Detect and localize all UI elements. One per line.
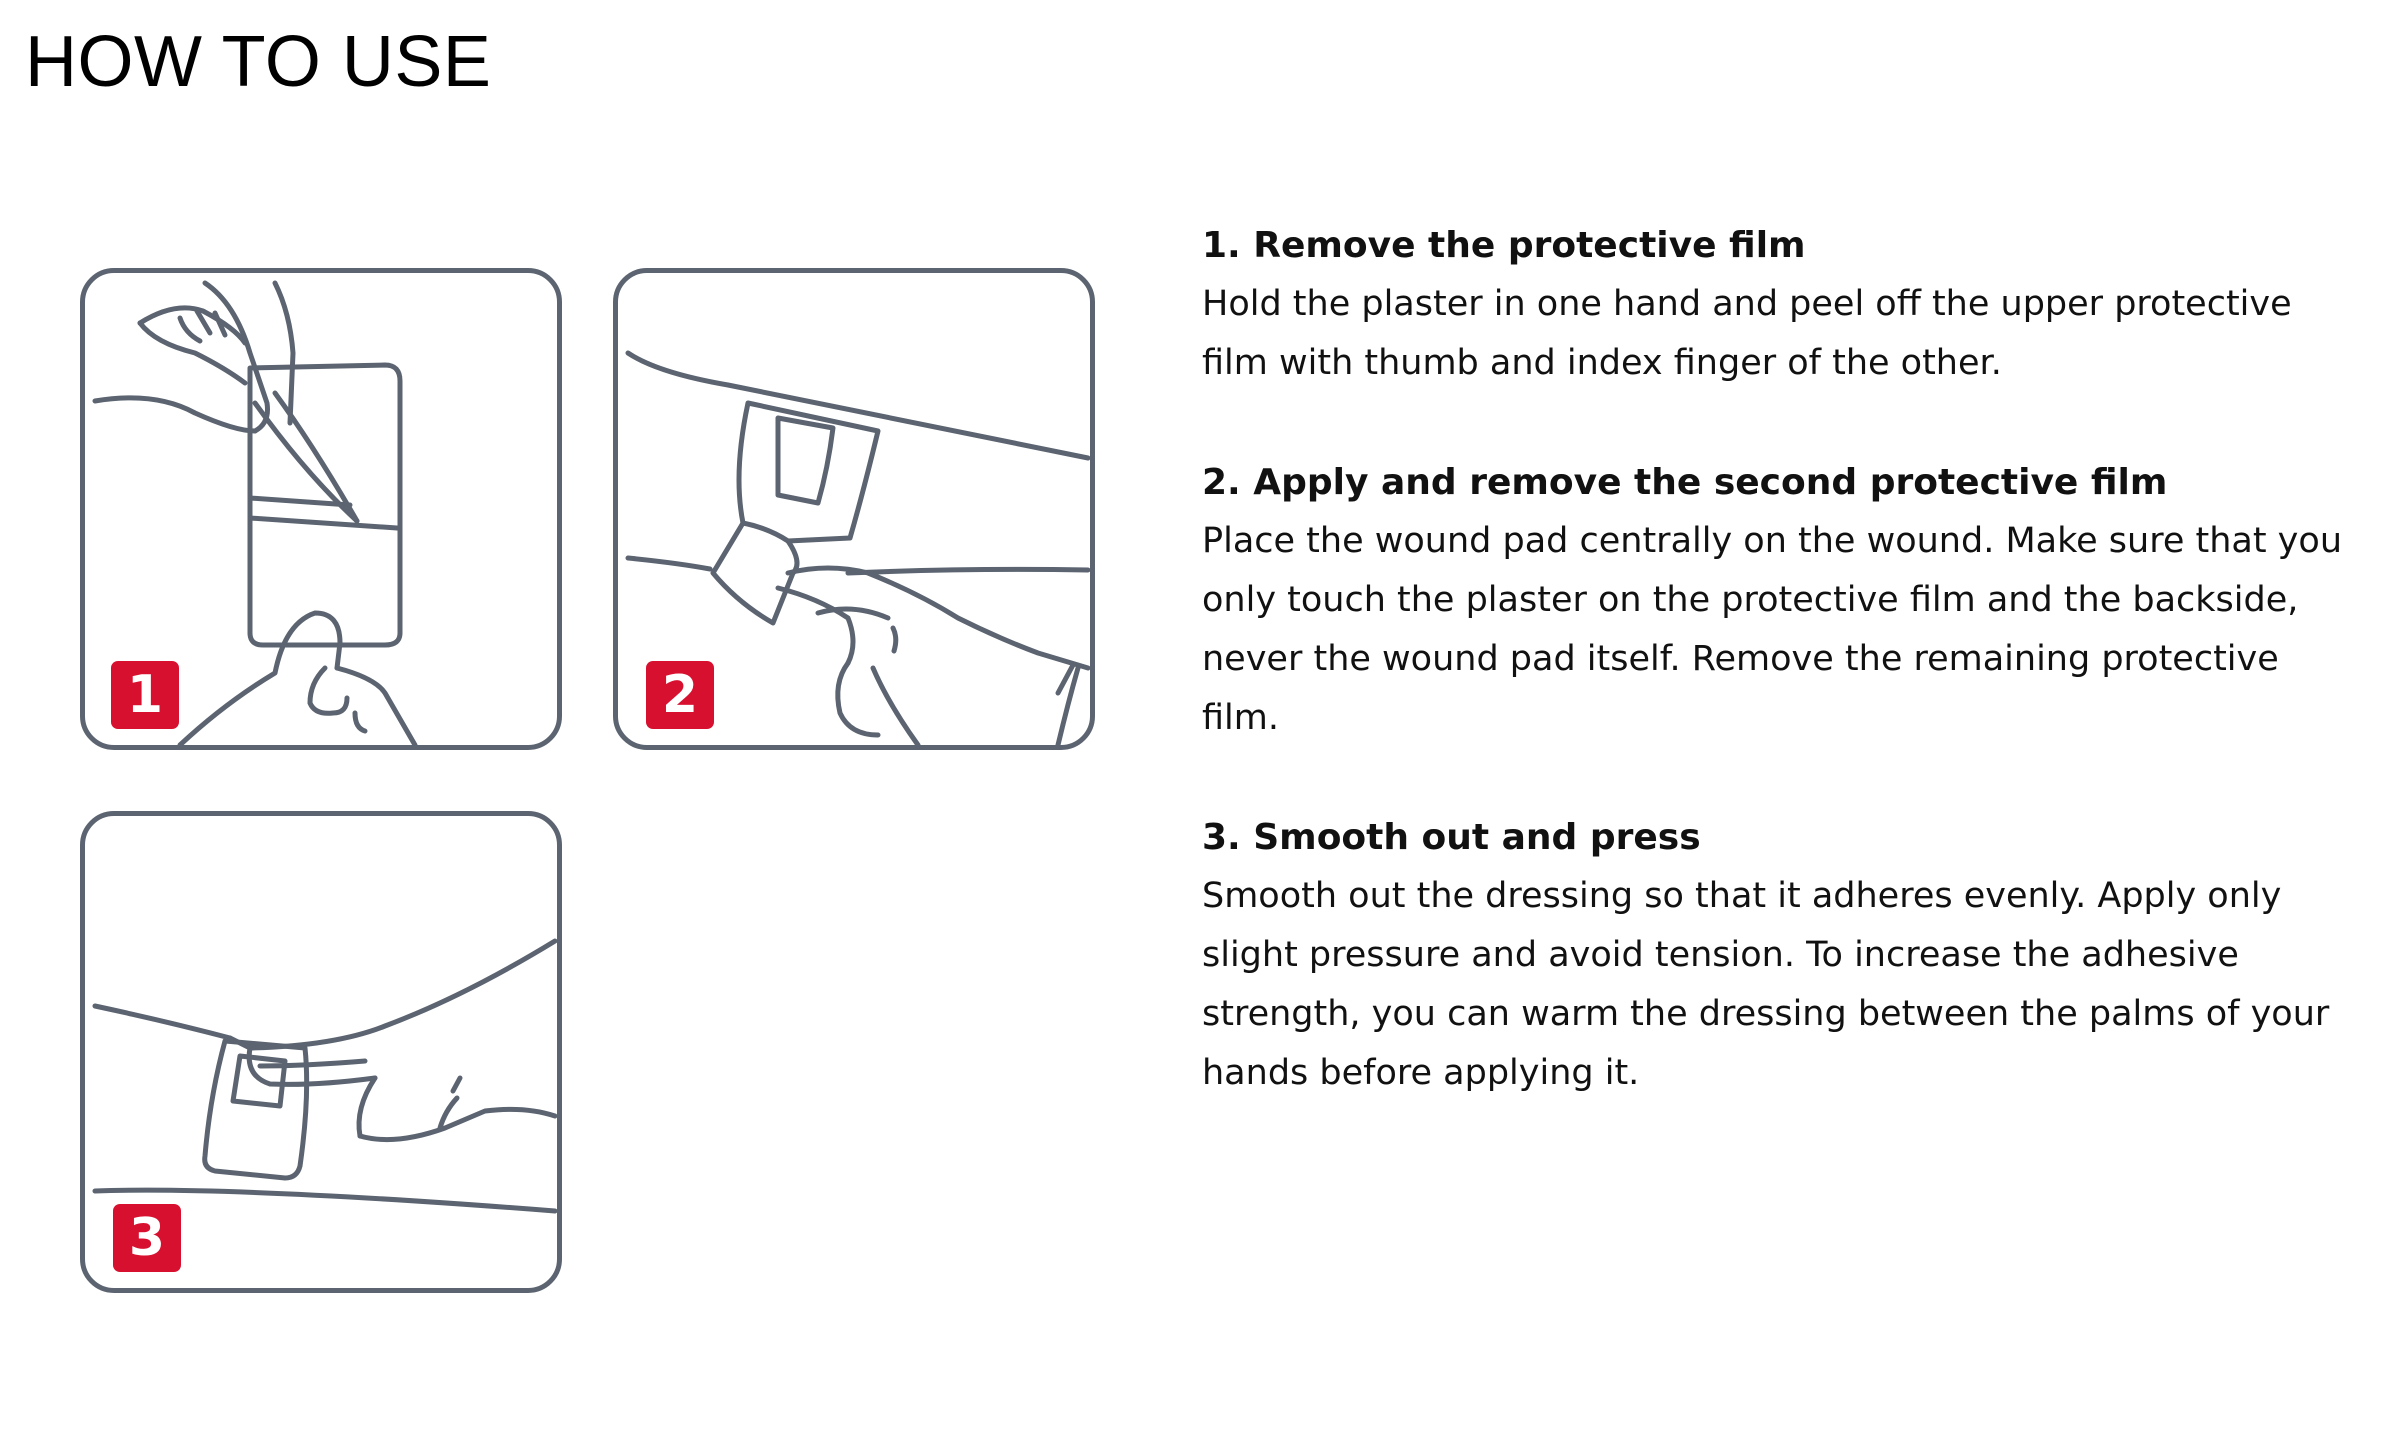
instruction-step [1202, 808, 2352, 1103]
step-3-illustration [80, 811, 562, 1293]
instruction-step [1202, 453, 2352, 748]
step-badge: 1 [111, 661, 179, 729]
step-title: 3. Smooth out and press [1202, 817, 1701, 858]
step-badge: 2 [646, 661, 714, 729]
step-title: 1. Remove the protective film [1202, 225, 1806, 266]
step-1-illustration [80, 268, 562, 750]
instructions-list [1202, 216, 2352, 1163]
instruction-step [1202, 216, 2352, 393]
step-description: Place the wound pad centrally on the wound. Make sure that you only touch the plaster on the protective film and the backside, never the wound pad itself. Remove the remaining protective film. [1202, 521, 2342, 738]
step-2-illustration [613, 268, 1095, 750]
step-description: Hold the plaster in one hand and peel off the upper protective film with thumb and index finger of the other. [1202, 284, 2292, 383]
step-badge: 3 [113, 1204, 181, 1272]
page-title: HOW TO USE [25, 22, 492, 102]
step-description: Smooth out the dressing so that it adheres evenly. Apply only slight pressure and avoid tension. To increase the adhesive strength, you can warm the dressing between the palms of your hands before applying it. [1202, 876, 2330, 1093]
step-title: 2. Apply and remove the second protective film [1202, 462, 2168, 503]
